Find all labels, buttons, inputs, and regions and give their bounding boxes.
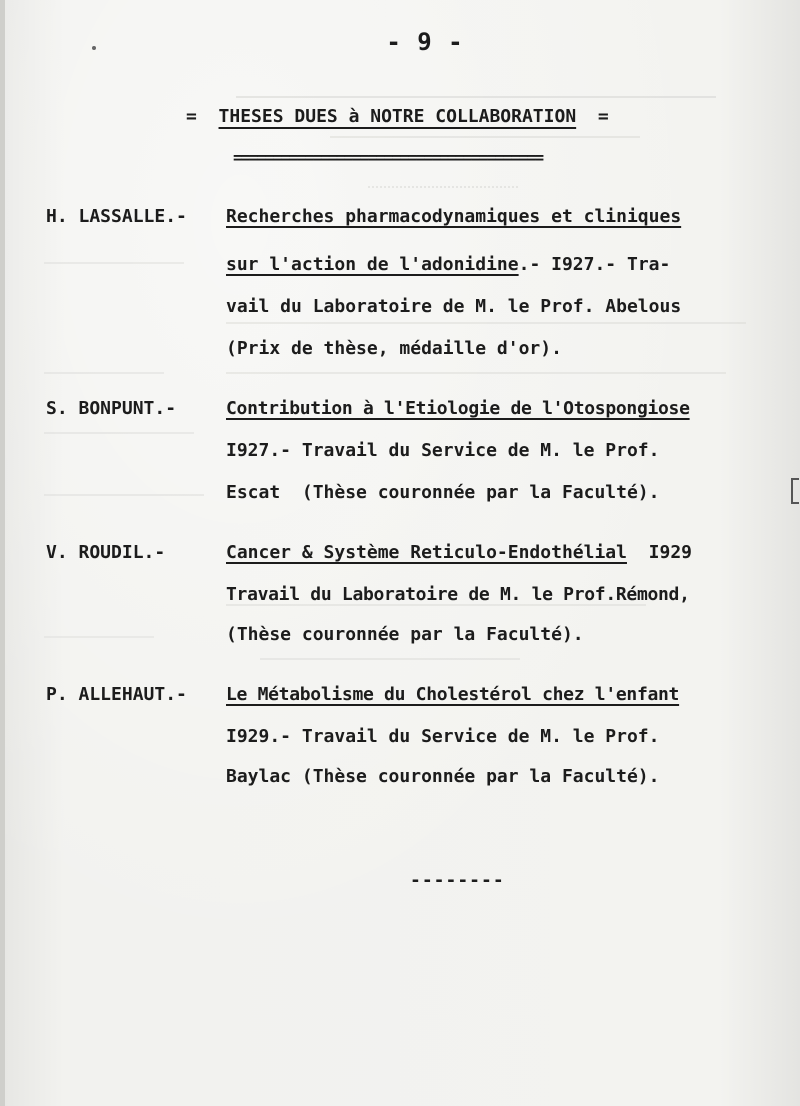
entry-line: vail du Laboratoire de M. le Prof. Abelous	[226, 296, 682, 317]
title-marker-right: =	[597, 106, 609, 127]
entry-line	[226, 398, 690, 419]
scan-left-edge	[0, 0, 5, 1106]
entry-line	[226, 206, 681, 227]
thesis-title: Recherches pharmacodynamiques et cliniques	[226, 206, 682, 227]
title-text: THESES DUES à NOTRE COLLABORATION	[218, 106, 577, 127]
entry-author: P. ALLEHAUT.-	[46, 684, 187, 705]
bleed-through-line	[368, 186, 518, 194]
entry-line: I929.- Travail du Service de M. le Prof.	[226, 726, 660, 747]
bleed-through-line	[226, 372, 726, 380]
page-title	[186, 106, 726, 127]
thesis-title: Le Métabolisme du Cholestérol chez l'enfant	[226, 684, 680, 705]
entry-line: Cancer & Système Reticulo-Endothélial I929	[226, 542, 692, 563]
bleed-through-line	[44, 636, 154, 644]
entry-line: sur l'action de l'adonidine.- I927.- Tra-	[226, 254, 671, 275]
entry-line: Travail du Laboratoire de M. le Prof.Rémond,	[226, 584, 690, 605]
bleed-through-line	[44, 494, 204, 502]
ink-speck	[92, 46, 96, 50]
entry-author: H. LASSALLE.-	[46, 206, 187, 227]
bleed-through-line	[260, 658, 520, 666]
bleed-through-line	[330, 136, 640, 148]
bleed-through-line	[226, 322, 746, 330]
bleed-through-line	[44, 262, 184, 270]
entry-line: Baylac (Thèse couronnée par la Faculté).	[226, 766, 660, 787]
title-double-rule: =======================================	[233, 148, 543, 167]
entry-line: (Thèse couronnée par la Faculté).	[226, 624, 584, 645]
bleed-through-line	[226, 604, 646, 612]
page-number: - 9 -	[386, 28, 464, 56]
thesis-title: sur l'action de l'adonidine	[226, 254, 519, 275]
entry-author: V. ROUDIL.-	[46, 542, 166, 563]
bleed-through-line	[44, 372, 164, 380]
thesis-title: Contribution à l'Etiologie de l'Otospongiose	[226, 398, 690, 419]
scan-edge-mark	[791, 478, 799, 504]
bleed-through-line	[44, 432, 194, 440]
entry-line: Escat (Thèse couronnée par la Faculté).	[226, 482, 660, 503]
thesis-title: Cancer & Système Reticulo-Endothélial	[226, 542, 627, 563]
entry-line	[226, 684, 679, 705]
entry-author: S. BONPUNT.-	[46, 398, 177, 419]
entry-line: I927.- Travail du Service de M. le Prof.	[226, 440, 660, 461]
entry-line: (Prix de thèse, médaille d'or).	[226, 338, 562, 359]
title-marker-left: =	[186, 106, 197, 127]
closing-rule: --------	[410, 870, 505, 891]
